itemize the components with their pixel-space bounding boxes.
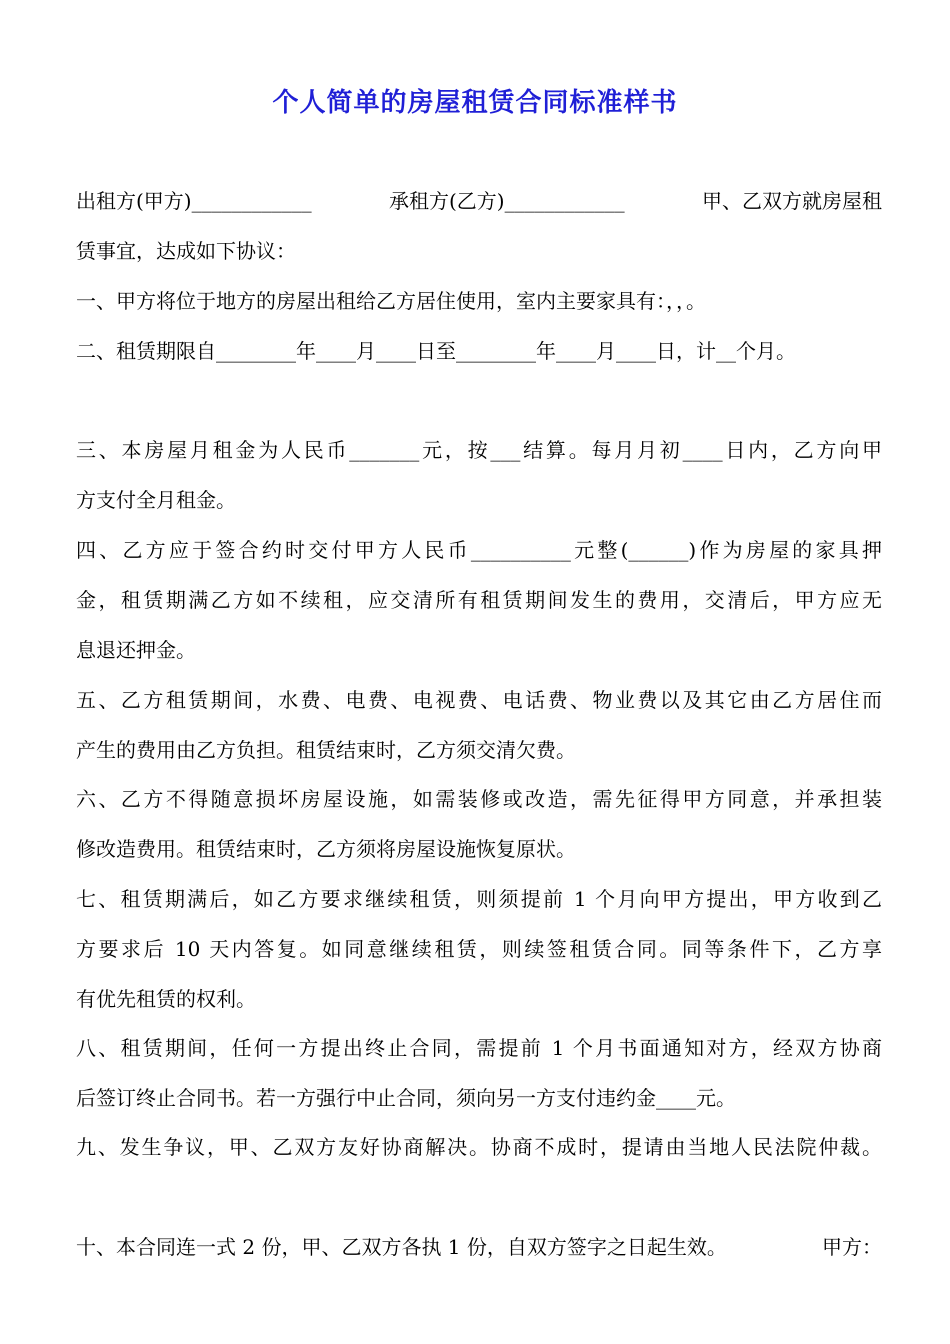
clause-10-text: 十、本合同连一式 2 份，甲、乙双方各执 1 份，自双方签字之日起生效。 — [76, 1235, 727, 1259]
party-a-signature-label: 甲方： — [822, 1235, 882, 1259]
clause-7-line-2: 方要求后 10 天内答复。如同意继续租赁，则续签租赁合同。同等条件下，乙方享 — [76, 937, 882, 961]
intro-line-1-end: 甲、乙双方就房屋租 — [702, 189, 882, 213]
clause-5 — [76, 675, 882, 775]
intro-paragraph — [76, 176, 882, 276]
intro-line-2: 赁事宜，达成如下协议： — [76, 239, 296, 263]
clause-9-text: 九、发生争议，甲、乙双方友好协商解决。协商不成时，提请由当地人民法院仲裁。 — [76, 1135, 882, 1159]
clause-4-line-2: 金，租赁期满乙方如不续租，应交清所有租赁期间发生的费用，交清后，甲方应无 — [76, 588, 882, 612]
clause-3-line-2: 方支付全月租金。 — [76, 488, 236, 512]
clause-3-line-1: 三、本房屋月租金为人民币_______元，按___结算。每月月初____日内，乙方向甲 — [76, 438, 882, 462]
intro-line-1 — [76, 176, 882, 226]
clause-9 — [76, 1122, 882, 1172]
clause-8-line-1: 八、租赁期间，任何一方提出终止合同，需提前 1 个月书面通知对方，经双方协商 — [76, 1036, 882, 1060]
clause-4 — [76, 525, 882, 675]
clause-10 — [76, 1222, 882, 1272]
clause-1 — [76, 276, 882, 326]
clause-7-line-3: 有优先租赁的权利。 — [76, 987, 256, 1011]
clause-2 — [76, 326, 882, 376]
clause-6-line-2: 修改造费用。租赁结束时，乙方须将房屋设施恢复原状。 — [76, 837, 576, 861]
clause-8 — [76, 1023, 882, 1123]
clause-8-line-2: 后签订终止合同书。若一方强行中止合同，须向另一方支付违约金____元。 — [76, 1086, 736, 1110]
lessee-field: 承租方(乙方)____________ — [389, 189, 625, 213]
clause-4-line-3: 息退还押金。 — [76, 638, 196, 662]
clause-2-text: 二、租赁期限自________年____月____日至________年____月____日，计__个月。 — [76, 339, 796, 363]
lessor-field: 出租方(甲方)____________ — [76, 189, 312, 213]
clause-3 — [76, 425, 882, 525]
document-title: 个人简单的房屋租赁合同标准样书 — [272, 88, 678, 118]
clause-5-line-1: 五、乙方租赁期间，水费、电费、电视费、电话费、物业费以及其它由乙方居住而 — [76, 688, 882, 712]
clause-7-line-1: 七、租赁期满后，如乙方要求继续租赁，则须提前 1 个月向甲方提出，甲方收到乙 — [76, 887, 882, 911]
clause-4-line-1: 四、乙方应于签合约时交付甲方人民币__________元整(______)作为房屋的家具押 — [76, 538, 882, 562]
clause-5-line-2: 产生的费用由乙方负担。租赁结束时，乙方须交清欠费。 — [76, 738, 576, 762]
clause-1-text: 一、甲方将位于地方的房屋出租给乙方居住使用，室内主要家具有：，，。 — [76, 289, 706, 313]
clause-6-line-1: 六、乙方不得随意损坏房屋设施，如需装修或改造，需先征得甲方同意，并承担装 — [76, 787, 882, 811]
clause-10-row — [76, 1222, 882, 1272]
clause-6 — [76, 774, 882, 874]
clause-7 — [76, 874, 882, 1024]
